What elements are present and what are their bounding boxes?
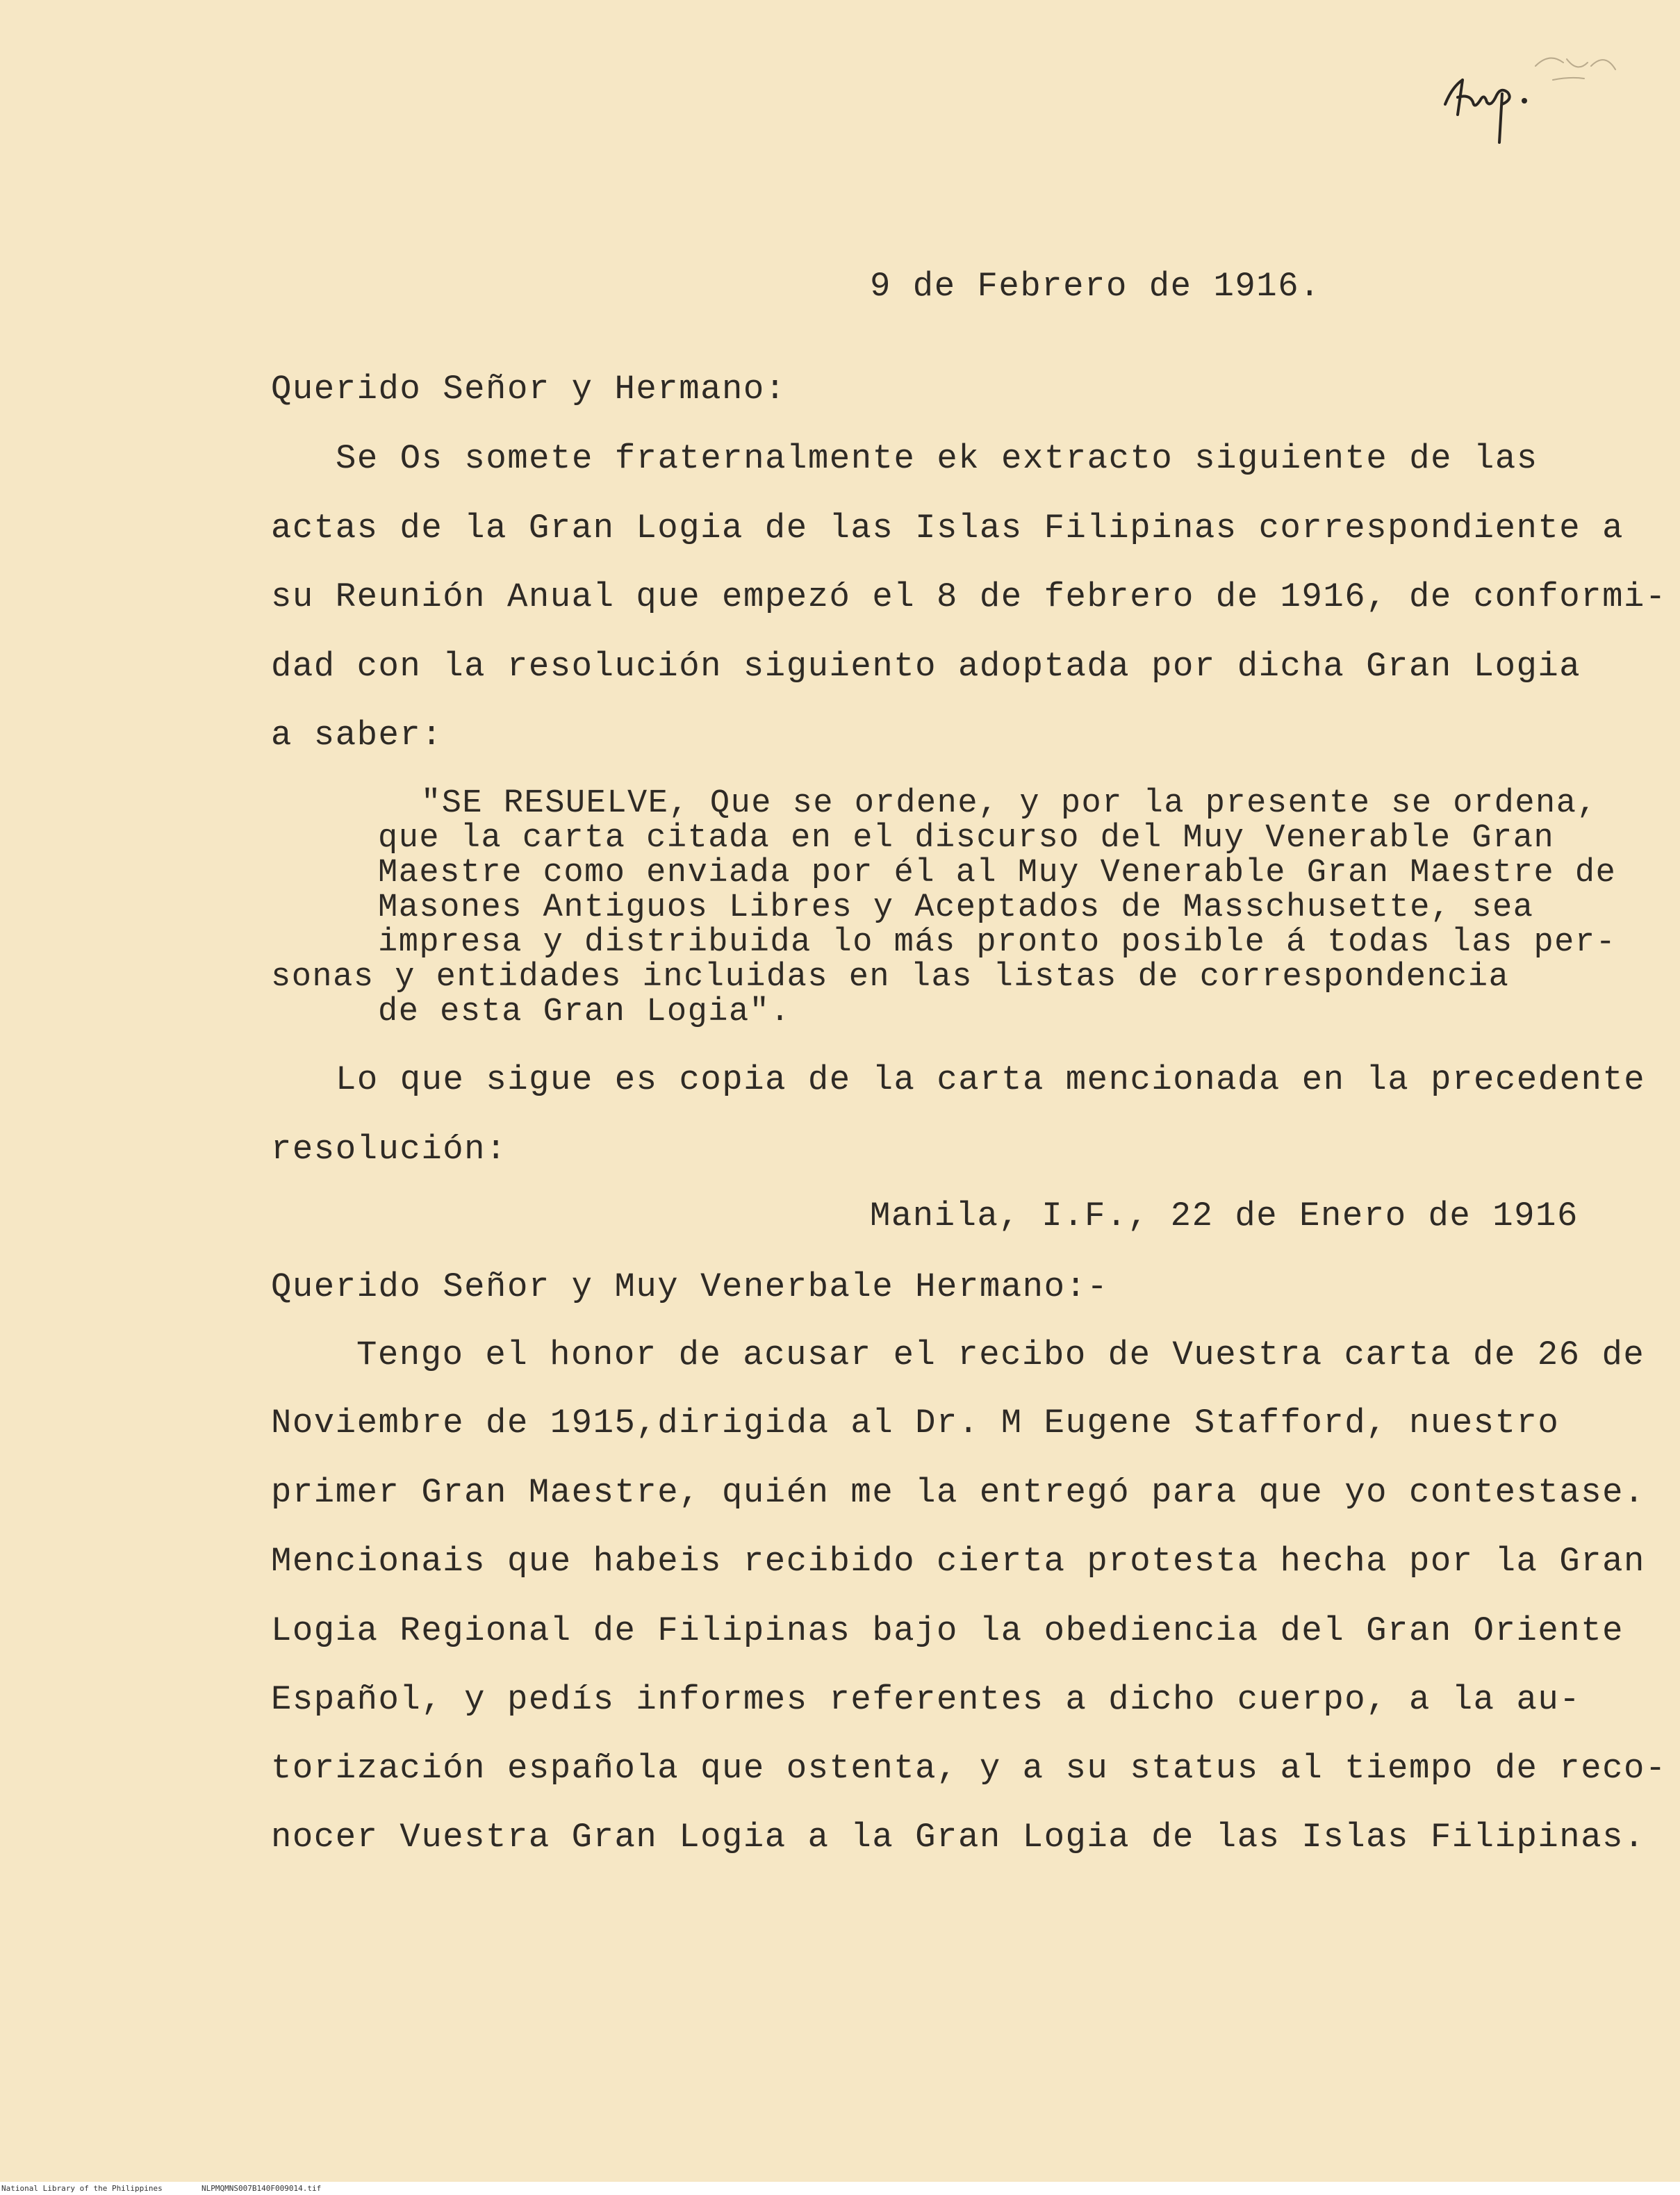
letter-body-line: torización española que ostenta, y a su status al tiempo de reco-: [271, 1749, 1667, 1788]
copy-intro-line: resolución:: [271, 1130, 507, 1169]
quoted-letter-date: Manila, I.F., 22 de Enero de 1916: [870, 1197, 1579, 1235]
letter-body-line: Español, y pedís informes referentes a dicho cuerpo, a la au-: [271, 1680, 1581, 1719]
resolution-line: de esta Gran Logia".: [378, 994, 791, 1030]
resolution-line: "SE RESUELVE, Que se ordene, y por la presente se ordena,: [421, 785, 1598, 822]
resolution-line: sonas y entidades incluidas en las listas de correspondencia: [271, 959, 1510, 996]
intro-line: Se Os somete fraternalmente ek extracto siguiente de las: [336, 439, 1538, 478]
footer-file-id: NLPMQMNS007B140F009014.tif: [201, 2184, 322, 2193]
intro-line: dad con la resolución siguiento adoptada por dicha Gran Logia: [271, 647, 1581, 686]
letter-body-line: primer Gran Maestre, quién me la entregó para que yo contestase.: [271, 1473, 1645, 1512]
letter-body-line: Noviembre de 1915,dirigida al Dr. M Eugene Stafford, nuestro: [271, 1404, 1560, 1442]
intro-line: a saber:: [271, 716, 443, 755]
footer-library: National Library of the Philippines: [1, 2184, 163, 2193]
resolution-line: Masones Antiguos Libres y Aceptados de Masschusette, sea: [378, 889, 1534, 926]
resolution-line: Maestre como enviada por él al Muy Venerable Gran Maestre de: [378, 855, 1617, 891]
resolution-line: que la carta citada en el discurso del Muy Venerable Gran: [378, 820, 1555, 857]
scan-footer: [0, 2182, 1680, 2195]
resolution-line: impresa y distribuida lo más pronto posible á todas las per-: [378, 924, 1617, 961]
letter-body-line: nocer Vuestra Gran Logia a la Gran Logia de las Islas Filipinas.: [271, 1818, 1645, 1857]
intro-line: su Reunión Anual que empezó el 8 de febrero de 1916, de conformi-: [271, 577, 1667, 616]
letter-date: 9 de Febrero de 1916.: [870, 267, 1321, 306]
letter-body-line: Logia Regional de Filipinas bajo la obediencia del Gran Oriente: [271, 1611, 1624, 1650]
copy-intro-line: Lo que sigue es copia de la carta mencionada en la precedente: [336, 1060, 1646, 1099]
quoted-letter-salutation: Querido Señor y Muy Venerbale Hermano:-: [271, 1267, 1109, 1306]
intro-line: actas de la Gran Logia de las Islas Filipinas correspondiente a: [271, 509, 1624, 548]
letter-body-line: Tengo el honor de acusar el recibo de Vuestra carta de 26 de: [356, 1335, 1645, 1374]
letter-body-line: Mencionais que habeis recibido cierta protesta hecha por la Gran: [271, 1542, 1645, 1581]
handwritten-annotation: [1438, 38, 1633, 163]
salutation: Querido Señor y Hermano:: [271, 370, 787, 409]
